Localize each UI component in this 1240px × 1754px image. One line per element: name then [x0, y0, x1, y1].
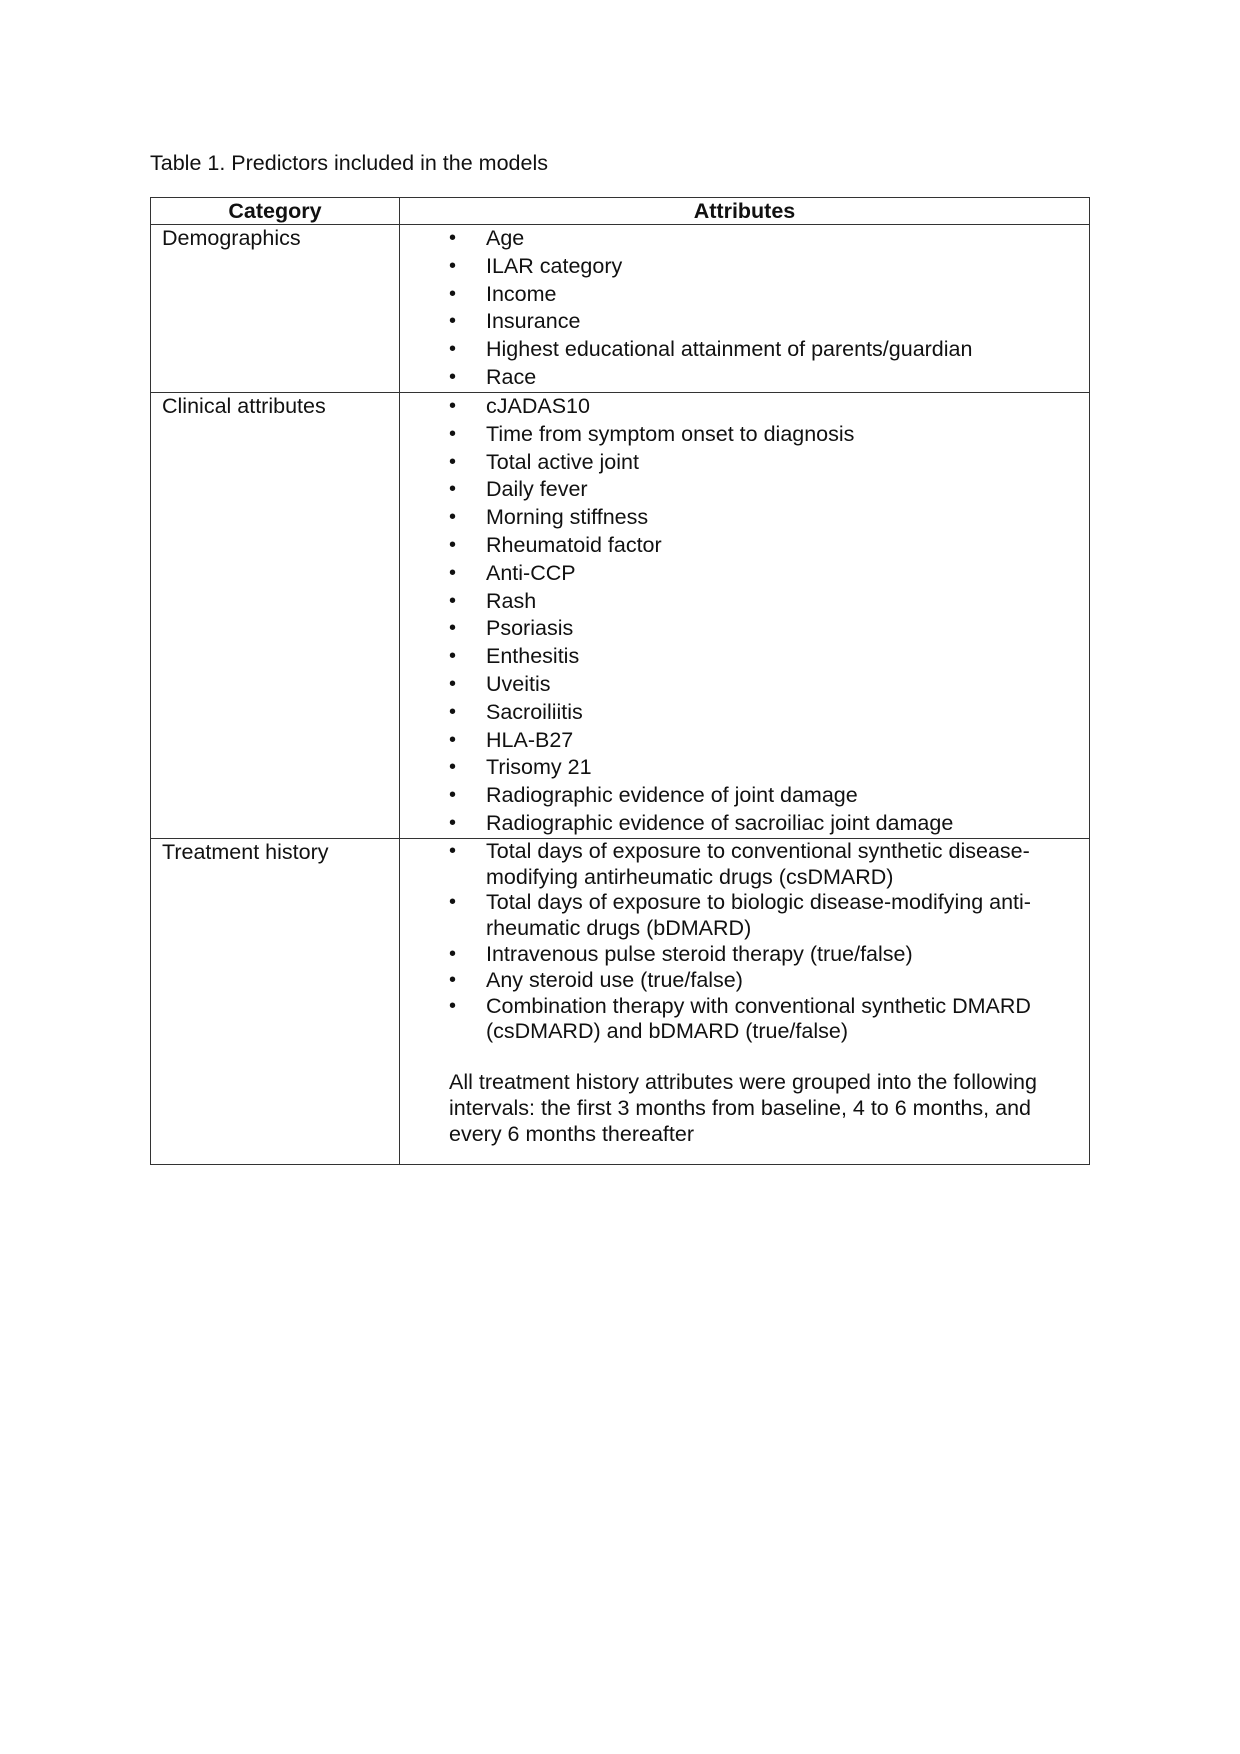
list-item: • Total active joint	[400, 449, 1077, 477]
list-item: • Total days of exposure to conventional synthetic disease-modifying antirheumatic drugs (csDMARD)	[400, 839, 1077, 891]
attributes-cell	[400, 838, 1090, 1164]
list-item: • Sacroiliitis	[400, 699, 1077, 727]
table-row-treatment	[151, 838, 1090, 1164]
attribute-list	[400, 393, 1089, 838]
list-item: • cJADAS10	[400, 393, 1077, 421]
list-item: • Highest educational attainment of parents/guardian	[400, 336, 1077, 364]
list-item: • Enthesitis	[400, 643, 1077, 671]
table-row-clinical	[151, 393, 1090, 839]
list-item: • Age	[400, 225, 1077, 253]
list-item: • Uveitis	[400, 671, 1077, 699]
list-item: • Radiographic evidence of joint damage	[400, 782, 1077, 810]
list-item: • Radiographic evidence of sacroiliac joint damage	[400, 810, 1077, 838]
list-item: • Daily fever	[400, 476, 1077, 504]
list-item: • Race	[400, 364, 1077, 392]
list-item: • Psoriasis	[400, 615, 1077, 643]
table-row-demographics	[151, 225, 1090, 393]
category-cell: Treatment history	[151, 838, 400, 1164]
list-item: • Total days of exposure to biologic disease-modifying anti-rheumatic drugs (bDMARD)	[400, 890, 1077, 942]
attribute-list	[400, 839, 1089, 1045]
list-item: • Rheumatoid factor	[400, 532, 1077, 560]
list-item: • Anti-CCP	[400, 560, 1077, 588]
attributes-cell	[400, 225, 1090, 393]
header-category: Category	[151, 198, 400, 225]
attributes-cell	[400, 393, 1090, 839]
list-item: • Rash	[400, 588, 1077, 616]
table-caption: Table 1. Predictors included in the models	[150, 151, 548, 175]
list-item: • Intravenous pulse steroid therapy (true/false)	[400, 942, 1077, 968]
header-attributes: Attributes	[400, 198, 1090, 225]
list-item: • Trisomy 21	[400, 754, 1077, 782]
treatment-note: All treatment history attributes were grouped into the following intervals: the first 3 months from baseline, 4 to 6 months, and every 6 months thereafter	[449, 1070, 1037, 1146]
category-cell: Demographics	[151, 225, 400, 393]
list-item: • Time from symptom onset to diagnosis	[400, 421, 1077, 449]
list-item: • Combination therapy with conventional synthetic DMARD (csDMARD) and bDMARD (true/false)	[400, 994, 1077, 1046]
list-item: • HLA-B27	[400, 727, 1077, 755]
list-item: • Morning stiffness	[400, 504, 1077, 532]
attribute-list	[400, 225, 1089, 392]
table-header-row	[151, 198, 1090, 225]
category-cell: Clinical attributes	[151, 393, 400, 839]
list-item: • ILAR category	[400, 253, 1077, 281]
list-item: • Any steroid use (true/false)	[400, 968, 1077, 994]
list-item: • Insurance	[400, 308, 1077, 336]
list-item: • Income	[400, 281, 1077, 309]
predictors-table	[150, 197, 1090, 1165]
